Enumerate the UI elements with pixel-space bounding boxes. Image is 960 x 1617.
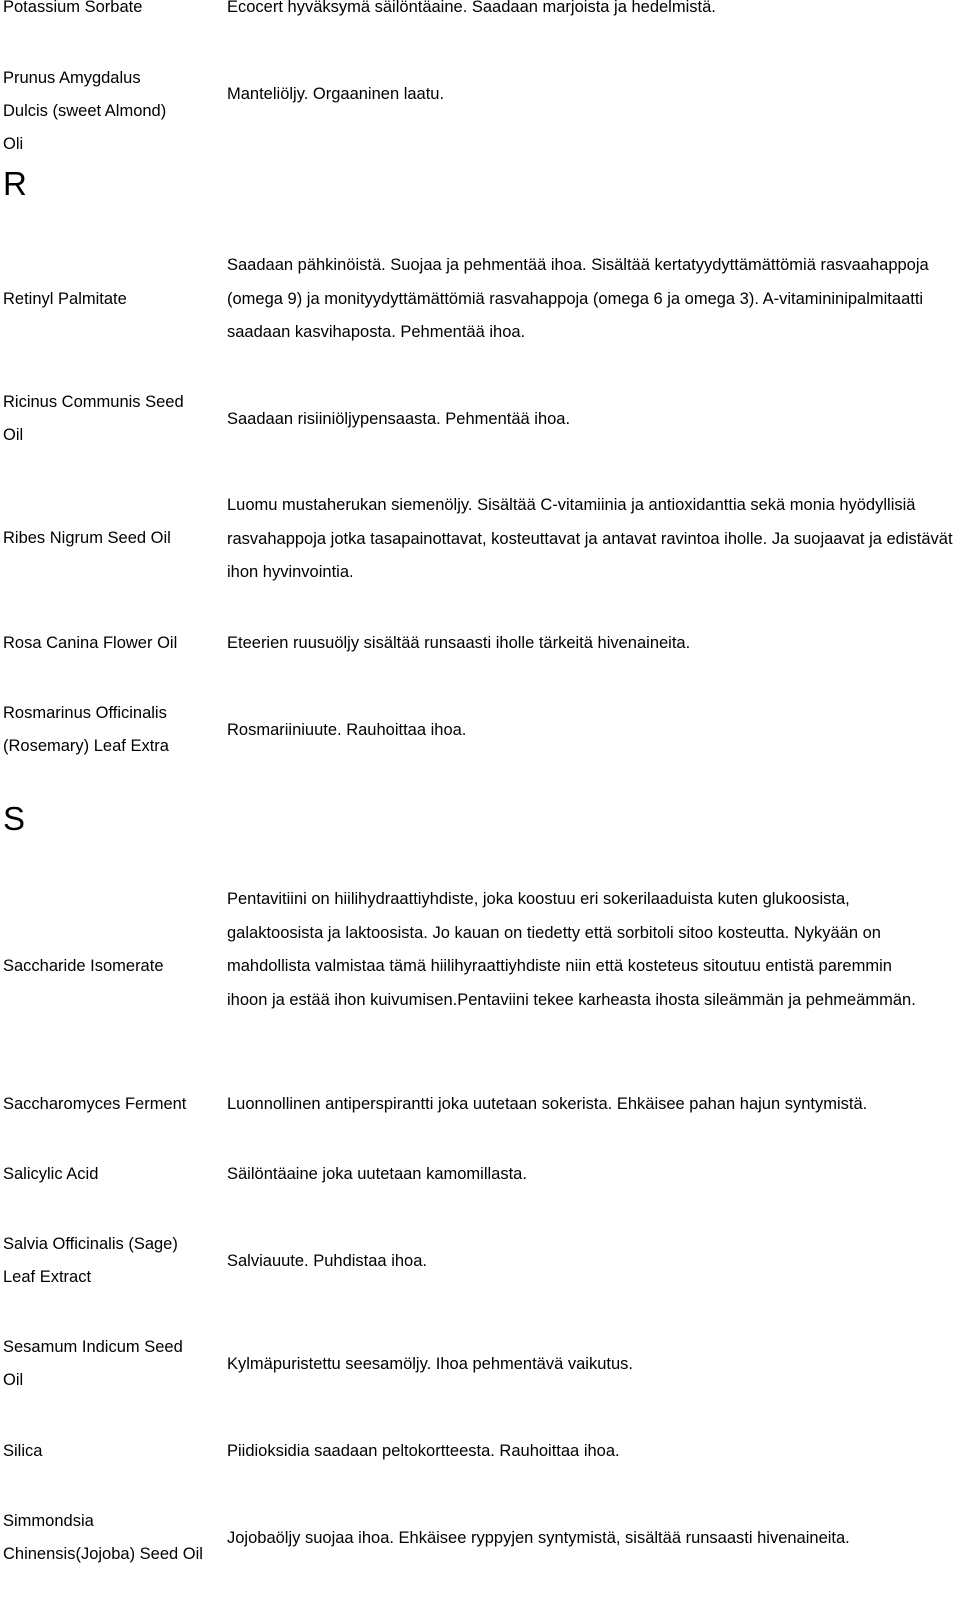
entry-description: Piidioksidia saadaan peltokortteesta. Rauhoittaa ihoa.: [227, 1442, 620, 1460]
glossary-entry: [0, 249, 960, 354]
entry-term: Saccharide Isomerate: [3, 957, 164, 975]
entry-description: Rosmariiniuute. Rauhoittaa ihoa.: [227, 721, 467, 739]
entry-description: Eteerien ruusuöljy sisältää runsaasti iholle tärkeitä hivenaineita.: [227, 634, 691, 652]
glossary-entry: [0, 1088, 960, 1122]
entry-term: Rosa Canina Flower Oil: [3, 634, 178, 652]
entry-term: Potassium Sorbate: [3, 0, 143, 16]
entry-description: Manteliöljy. Orgaaninen laatu.: [227, 85, 445, 103]
entry-description: Luomu mustaherukan siemenöljy. Sisältää C-vitamiinia ja antioxidanttia sekä monia hyödyllisiä rasvahappoja jotka tasapainottavat, kosteuttavat ja antavat ravintoa iholle. Ja suojaavat ja edistävät ihon hyvinvointia.: [227, 496, 953, 581]
entry-term: Ribes Nigrum Seed Oil: [3, 529, 171, 547]
glossary-entry: [0, 1505, 960, 1575]
entry-term: Rosmarinus Officinalis (Rosemary) Leaf Extra: [3, 704, 169, 755]
entry-description: Saadaan pähkinöistä. Suojaa ja pehmentää ihoa. Sisältää kertatyydyttämättömiä rasvaahappoja (omega 9) ja monityydyttämättömiä rasvahappoja (omega 6 ja omega 3). A-vitamininipalmitaatti saadaan kasvihaposta. Pehmentää ihoa.: [227, 256, 929, 341]
entry-term: Simmondsia Chinensis(Jojoba) Seed Oil: [3, 1512, 203, 1563]
glossary-entry: [0, 1331, 960, 1401]
entry-term: Salicylic Acid: [3, 1165, 99, 1183]
glossary-entry: [0, 62, 960, 153]
glossary-entry: [0, 0, 960, 34]
entry-term: Sesamum Indicum Seed Oil: [3, 1338, 183, 1389]
glossary-entry: [0, 1228, 960, 1298]
entry-term: Ricinus Communis Seed Oil: [3, 393, 184, 444]
entry-term: Saccharomyces Ferment: [3, 1095, 187, 1113]
entry-term: Silica: [3, 1442, 43, 1460]
section-letter-r: R: [3, 165, 27, 202]
entry-description: Ecocert hyväksymä säilöntäaine. Saadaan marjoista ja hedelmistä.: [227, 0, 716, 16]
glossary-entry: [0, 627, 960, 661]
glossary-entry: [0, 883, 960, 1055]
entry-term: Retinyl Palmitate: [3, 290, 127, 308]
glossary-entry: [0, 1158, 960, 1192]
glossary-entry: [0, 386, 960, 456]
entry-description: Kylmäpuristettu seesamöljy. Ihoa pehmentävä vaikutus.: [227, 1355, 633, 1373]
entry-description: Pentavitiini on hiilihydraattiyhdiste, joka koostuu eri sokerilaaduista kuten glukoosista, galaktoosista ja laktoosista. Jo kauan on tiedetty että sorbitoli sitoo kosteutta. Nykyään on mahdollista valmistaa tämä hiilihyraattiyhdiste niin että kosteteus sitoutuu entistä paremmin ihoon ja estää ihon kuivumisen.Pentaviini tekee karheasta ihosta sileämmän ja pehmeämmän.: [227, 890, 916, 1009]
entry-description: Salviauute. Puhdistaa ihoa.: [227, 1252, 427, 1270]
entry-description: Jojobaöljy suojaa ihoa. Ehkäisee ryppyjen syntymistä, sisältää runsaasti hivenaineita.: [227, 1529, 850, 1547]
entry-description: Säilöntäaine joka uutetaan kamomillasta.: [227, 1165, 527, 1183]
glossary-entry: [0, 489, 960, 594]
glossary-entry: [0, 1435, 960, 1469]
section-letter-s: S: [3, 800, 26, 837]
entry-description: Saadaan risiiniöljypensaasta. Pehmentää ihoa.: [227, 410, 571, 428]
entry-term: Prunus Amygdalus Dulcis (sweet Almond) Oli: [3, 69, 167, 153]
entry-description: Luonnollinen antiperspirantti joka uutetaan sokerista. Ehkäisee pahan hajun syntymistä.: [227, 1095, 868, 1113]
glossary-entry: [0, 697, 960, 767]
entry-term: Salvia Officinalis (Sage) Leaf Extract: [3, 1235, 178, 1286]
